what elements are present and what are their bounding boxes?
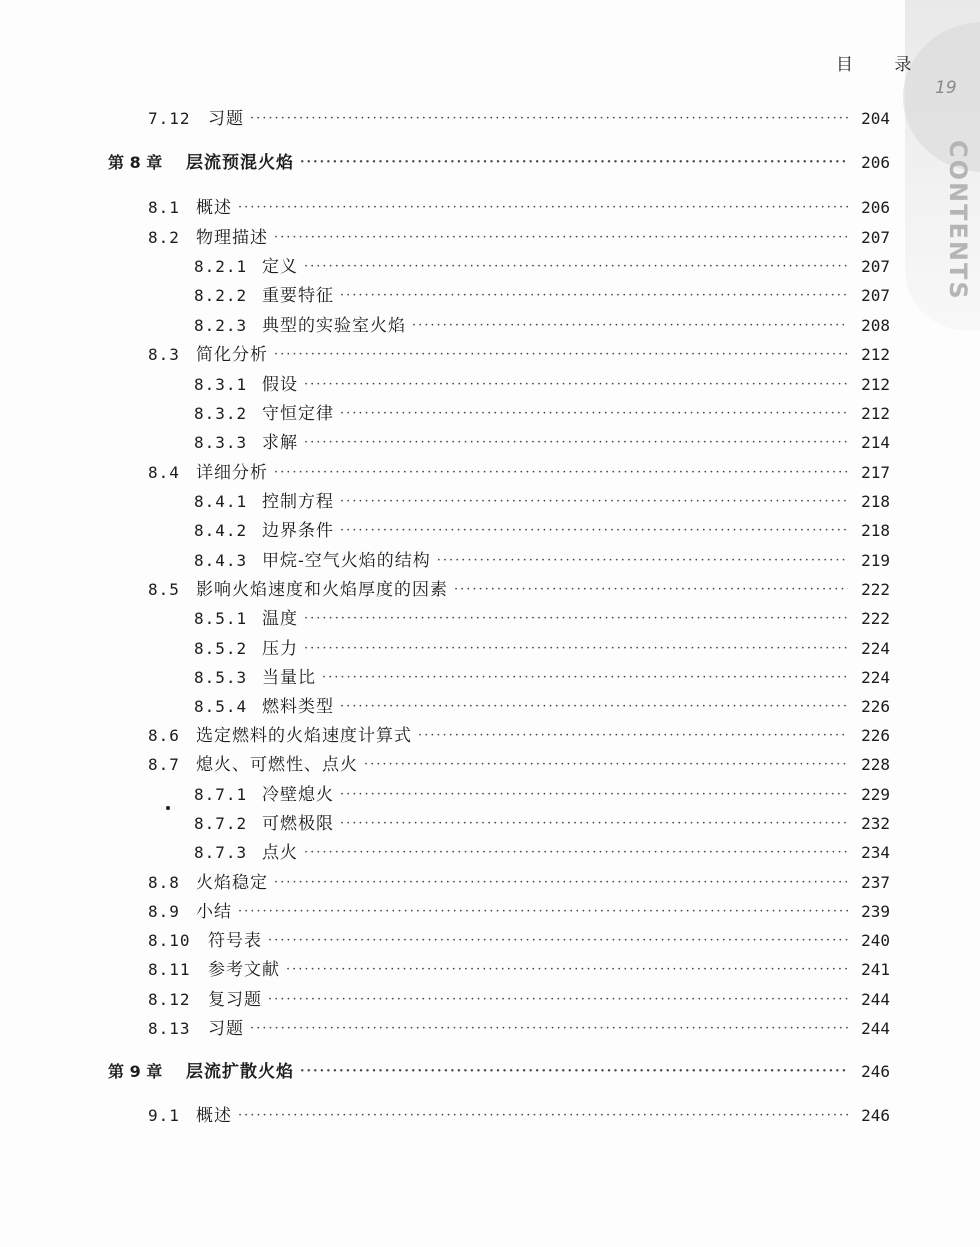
- toc-leader-dots: [238, 200, 848, 215]
- toc-entry-page: 226: [861, 697, 890, 716]
- toc-entry-page: 244: [861, 990, 890, 1009]
- toc-entry-number: 8.2: [148, 228, 180, 247]
- toc-entry-number: 8.2.1: [194, 257, 248, 276]
- toc-leader-dots: [340, 699, 848, 714]
- toc-entry-page: 218: [861, 492, 890, 511]
- toc-entry-page: 222: [861, 580, 890, 599]
- toc-entry-number: 8.6: [148, 726, 180, 745]
- stray-mark: [166, 806, 170, 810]
- toc-entry-page: 241: [861, 960, 890, 979]
- toc-entry[interactable]: [148, 193, 890, 218]
- toc-leader-dots: [300, 1064, 848, 1079]
- toc-entry-title: 习题: [208, 109, 244, 129]
- toc-entry-page: 229: [861, 785, 890, 804]
- toc-entry[interactable]: [148, 926, 890, 951]
- toc-leader-dots: [274, 875, 848, 890]
- toc-entry-title: 温度: [262, 609, 298, 629]
- toc-entry-title: 甲烷-空气火焰的结构: [262, 551, 431, 571]
- toc-entry-number: 8.4.1: [194, 492, 248, 511]
- toc-leader-dots: [274, 347, 848, 362]
- toc-leader-dots: [340, 787, 848, 802]
- toc-entry-title: 复习题: [208, 990, 262, 1010]
- toc-entry-page: 207: [861, 257, 890, 276]
- toc-leader-dots: [274, 230, 848, 245]
- toc-entry-title: 概述: [196, 1106, 232, 1126]
- toc-entry-number: 8.7.3: [194, 843, 248, 862]
- toc-entry-number: 8.3: [148, 345, 180, 364]
- toc-entry[interactable]: [148, 1101, 890, 1126]
- toc-leader-dots: [304, 435, 848, 450]
- toc-entry-title: 参考文献: [208, 960, 280, 980]
- toc-subentry[interactable]: [194, 809, 890, 834]
- toc-entry-title: 可燃极限: [262, 814, 334, 834]
- toc-leader-dots: [274, 465, 848, 480]
- side-page-number: 19: [935, 78, 957, 98]
- toc-entry-number: 8.3.1: [194, 375, 248, 394]
- toc-leader-dots: [364, 757, 848, 772]
- toc-entry-number: 8.5.4: [194, 697, 248, 716]
- toc-entry-page: 204: [861, 109, 890, 128]
- toc-chapter-number: 第 8 章: [108, 153, 163, 172]
- toc-entry[interactable]: [148, 721, 890, 746]
- toc-entry-title: 符号表: [208, 931, 262, 951]
- toc-entry-title: 求解: [262, 433, 298, 453]
- toc-leader-dots: [238, 904, 848, 919]
- toc-chapter-page: 246: [861, 1062, 890, 1081]
- toc-entry-page: 239: [861, 902, 890, 921]
- toc-subentry[interactable]: [194, 487, 890, 512]
- toc-entry-page: 207: [861, 286, 890, 305]
- toc-entry-page: 219: [861, 551, 890, 570]
- toc-leader-dots: [250, 1021, 848, 1036]
- toc-chapter-number: 第 9 章: [108, 1062, 163, 1081]
- toc-entry-number: 8.4.3: [194, 551, 248, 570]
- toc-subentry[interactable]: [194, 634, 890, 659]
- toc-leader-dots: [304, 377, 848, 392]
- toc-leader-dots: [418, 728, 848, 743]
- toc-subentry[interactable]: [194, 370, 890, 395]
- toc-leader-dots: [268, 933, 848, 948]
- toc-leader-dots: [412, 318, 848, 333]
- toc-entry-page: 217: [861, 463, 890, 482]
- toc-entry-page: 240: [861, 931, 890, 950]
- toc-entry-page: 224: [861, 639, 890, 658]
- toc-entry-title: 压力: [262, 639, 298, 659]
- toc-entry-page: 206: [861, 198, 890, 217]
- toc-entry-number: 8.5.2: [194, 639, 248, 658]
- toc-entry-title: 控制方程: [262, 492, 334, 512]
- toc-subentry[interactable]: [194, 663, 890, 688]
- toc-entry-page: 224: [861, 668, 890, 687]
- toc-entry-title: 影响火焰速度和火焰厚度的因素: [196, 580, 448, 600]
- toc-subentry[interactable]: [194, 546, 890, 571]
- toc-entry-number: 8.4: [148, 463, 180, 482]
- toc-chapter-entry[interactable]: [108, 148, 890, 173]
- toc-entry-number: 8.4.2: [194, 521, 248, 540]
- toc-entry-page: 214: [861, 433, 890, 452]
- toc-entry-number: 8.7.2: [194, 814, 248, 833]
- toc-entry[interactable]: [148, 458, 890, 483]
- toc-entry-title: 小结: [196, 902, 232, 922]
- toc-entry-page: 212: [861, 375, 890, 394]
- toc-entry-title: 火焰稳定: [196, 873, 268, 893]
- toc-entry-page: 237: [861, 873, 890, 892]
- toc-entry-title: 概述: [196, 198, 232, 218]
- toc-entry-title: 选定燃料的火焰速度计算式: [196, 726, 412, 746]
- toc-entry-title: 当量比: [262, 668, 316, 688]
- toc-leader-dots: [340, 406, 848, 421]
- toc-entry-number: 7.12: [148, 109, 191, 128]
- toc-subentry[interactable]: [194, 780, 890, 805]
- toc-entry-title: 习题: [208, 1019, 244, 1039]
- toc-entry-number: 8.5: [148, 580, 180, 599]
- toc-entry-page: 218: [861, 521, 890, 540]
- toc-entry-title: 燃料类型: [262, 697, 334, 717]
- toc-entry-number: 8.9: [148, 902, 180, 921]
- toc-entry-number: 8.2.2: [194, 286, 248, 305]
- toc-entry[interactable]: [148, 1014, 890, 1039]
- toc-leader-dots: [268, 992, 848, 1007]
- toc-entry-number: 8.11: [148, 960, 191, 979]
- toc-entry-title: 定义: [262, 257, 298, 277]
- toc-entry-title: 点火: [262, 843, 298, 863]
- toc-subentry[interactable]: [194, 399, 890, 424]
- toc-entry-number: 8.5.3: [194, 668, 248, 687]
- toc-entry-number: 8.1: [148, 198, 180, 217]
- toc-chapter-entry[interactable]: [108, 1057, 890, 1082]
- toc-subentry[interactable]: [194, 604, 890, 629]
- toc-entry-number: 8.7: [148, 755, 180, 774]
- toc-entry[interactable]: [148, 750, 890, 775]
- toc-entry-page: 246: [861, 1106, 890, 1125]
- toc-entry-title: 典型的实验室火焰: [262, 316, 406, 336]
- toc-subentry[interactable]: [194, 516, 890, 541]
- toc-entry-page: 234: [861, 843, 890, 862]
- toc-entry-number: 8.2.3: [194, 316, 248, 335]
- toc-leader-dots: [454, 582, 848, 597]
- toc-leader-dots: [250, 111, 848, 126]
- toc-entry-page: 207: [861, 228, 890, 247]
- toc-entry-title: 简化分析: [196, 345, 268, 365]
- toc-subentry[interactable]: [194, 838, 890, 863]
- toc-leader-dots: [304, 259, 848, 274]
- toc-entry-title: 详细分析: [196, 463, 268, 483]
- toc-entry-page: 208: [861, 316, 890, 335]
- toc-leader-dots: [304, 611, 848, 626]
- toc-entry-number: 8.13: [148, 1019, 191, 1038]
- toc-leader-dots: [322, 670, 848, 685]
- toc-subentry[interactable]: [194, 281, 890, 306]
- toc-leader-dots: [304, 641, 848, 656]
- toc-leader-dots: [340, 523, 848, 538]
- toc-entry-number: 9.1: [148, 1106, 180, 1125]
- toc-entry-page: 222: [861, 609, 890, 628]
- toc-entry[interactable]: [148, 897, 890, 922]
- toc-entry[interactable]: [148, 868, 890, 893]
- toc-leader-dots: [340, 816, 848, 831]
- toc-entry-page: 212: [861, 404, 890, 423]
- toc-leader-dots: [238, 1108, 848, 1123]
- toc-entry-page: 226: [861, 726, 890, 745]
- toc-entry-title: 假设: [262, 375, 298, 395]
- toc-subentry[interactable]: [194, 428, 890, 453]
- toc-entry-page: 228: [861, 755, 890, 774]
- toc-entry[interactable]: [148, 955, 890, 980]
- toc-entry-number: 8.7.1: [194, 785, 248, 804]
- toc-leader-dots: [304, 845, 848, 860]
- toc-entry[interactable]: [148, 223, 890, 248]
- toc-entry-page: 244: [861, 1019, 890, 1038]
- toc-entry[interactable]: [148, 575, 890, 600]
- toc-entry-title: 物理描述: [196, 228, 268, 248]
- toc-entry-page: 212: [861, 345, 890, 364]
- side-contents-label: CONTENTS: [944, 140, 972, 301]
- toc-entry-number: 8.12: [148, 990, 191, 1009]
- toc-subentry[interactable]: [194, 692, 890, 717]
- toc-leader-dots: [300, 155, 848, 170]
- toc-entry-number: 8.8: [148, 873, 180, 892]
- toc-entry-number: 8.5.1: [194, 609, 248, 628]
- toc-chapter-page: 206: [861, 153, 890, 172]
- toc-entry[interactable]: [148, 340, 890, 365]
- toc-entry-title: 边界条件: [262, 521, 334, 541]
- toc-leader-dots: [286, 962, 848, 977]
- toc-subentry[interactable]: [194, 311, 890, 336]
- toc-chapter-title: 层流预混火焰: [186, 153, 294, 173]
- toc-entry-number: 8.3.2: [194, 404, 248, 423]
- toc-entry-title: 冷壁熄火: [262, 785, 334, 805]
- toc-entry-title: 守恒定律: [262, 404, 334, 424]
- toc-chapter-title: 层流扩散火焰: [186, 1062, 294, 1082]
- toc-leader-dots: [340, 288, 848, 303]
- toc-entry-number: 8.10: [148, 931, 191, 950]
- toc-subentry[interactable]: [194, 252, 890, 277]
- toc-leader-dots: [437, 553, 848, 568]
- toc-entry-title: 重要特征: [262, 286, 334, 306]
- toc-entry[interactable]: [148, 985, 890, 1010]
- running-head: 目 录: [836, 55, 930, 75]
- toc-leader-dots: [340, 494, 848, 509]
- toc-entry-number: 8.3.3: [194, 433, 248, 452]
- toc-entry-title: 熄火、可燃性、点火: [196, 755, 358, 775]
- toc-entry[interactable]: [148, 104, 890, 129]
- toc-entry-page: 232: [861, 814, 890, 833]
